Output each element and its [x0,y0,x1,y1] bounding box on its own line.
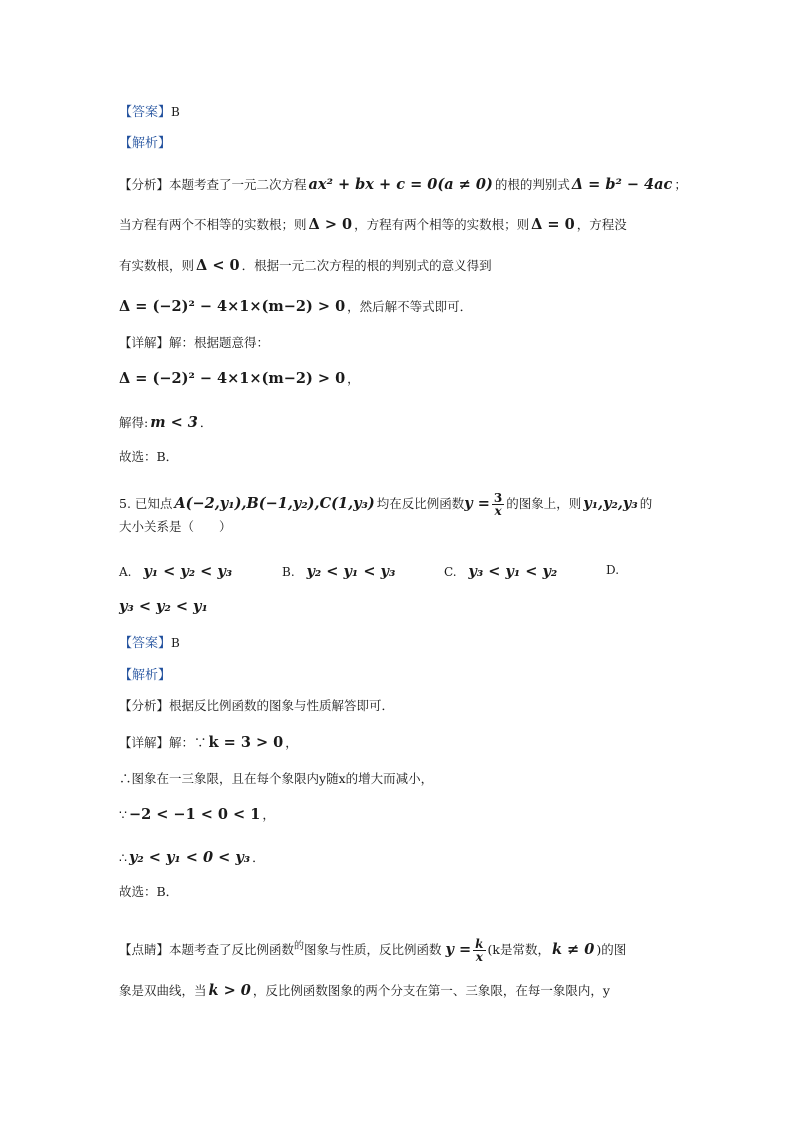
q4-line3 [119,257,492,275]
dianjing-text1: 本题考查了反比例函数 [169,942,295,958]
q5-stem-end: 的 [639,496,653,511]
q5-step4 [119,849,265,867]
q5-guxuan-text: 故选：B． [119,884,179,899]
q5-fenxi-label: 【分析】 [119,698,170,713]
last-text1: 象是双曲线，当 [119,983,207,998]
analysis-heading: 【解析】 [119,136,172,151]
q5-analysis-label: 【解析】 [119,668,172,683]
jiede-text: 解得: [119,415,149,430]
dj-func-denominator: x [475,950,483,965]
delta-gt-zero: Δ > 0 [308,216,353,233]
q5-analysis-heading [119,666,171,685]
fenxi-text2: 的根的判别式 [494,177,570,192]
option-b-letter: B. [282,565,295,579]
last-text2: ，反比例函数图象的两个分支在第一、三象限，在每一象限内，y [252,983,610,998]
dianjing-label: 【点睛】 [119,942,170,958]
delta-eq-zero: Δ = 0 [531,216,575,233]
delta-lt-zero: Δ < 0 [196,257,240,274]
q5-step2-text: ∴图象在一三象限，且在每个象限内y随x的增大而减小， [119,771,434,786]
dianjing-de: 的 [294,941,305,952]
fenxi-text1: 本题考查了一元二次方程 [169,177,307,192]
q5-stem-line2 [119,518,232,536]
y-ordering: y₂ < y₁ < 0 < y₃ [128,849,251,866]
q5-xiangjie-end: ， [285,735,298,750]
fenxi-text3: ； [674,177,687,192]
discriminant-inequality: Δ = (−2)² − 4×1×(m−2) > 0 [119,298,346,315]
q5-dianjing-line [119,938,626,963]
q5-fenxi-line [119,697,394,715]
q4-line4 [119,298,472,316]
line3-text2: ．根据一元二次方程的根的判别式的意义得到 [241,258,492,273]
line4-text: ，然后解不等式即可． [347,299,473,314]
ordering-inequality: −2 < −1 < 0 < 1 [128,806,261,823]
q4-line6 [119,370,360,388]
line2-text3: ，方程没 [576,217,627,232]
q5-xiangjie-line [119,734,298,752]
option-d-expr: y₃ < y₂ < y₁ [119,598,208,615]
q5-stem-mid: 均在反比例函数 [376,496,465,511]
option-c-expr: y₃ < y₁ < y₂ [468,563,558,580]
discriminant-formula: Δ = b² − 4ac [571,176,673,193]
func-fraction [492,492,504,517]
q5-xiangjie-text: 解：∵ [169,735,207,750]
m-lt-3: m < 3 [150,414,198,431]
func-lhs: y = [464,495,490,512]
option-d [606,563,619,577]
jiede-end: ． [199,415,213,430]
option-d-letter: D. [606,563,620,577]
q5-xiangjie-label: 【详解】 [119,735,170,750]
q4-fenxi-line [119,176,687,194]
line6-text: ， [347,371,360,386]
q5-stem-prefix: 5. 已知点 [119,496,173,511]
xiangjie-text: 解：根据题意得： [169,335,270,350]
q5-step2 [119,770,433,788]
q5-stem-line2-text: 大小关系是（ ） [119,519,232,534]
option-a [119,563,234,580]
q5-fenxi-text: 根据反比例函数的图象与性质解答即可． [169,698,395,713]
quadratic-equation: ax² + bx + c = 0(a ≠ 0) [308,176,493,193]
line2-text2: ，方程有两个相等的实数根；则 [354,217,530,232]
q5-step4-end: ． [252,850,265,865]
ys-expression: y₁,y₂,y₃ [583,495,638,512]
q5-stem [119,492,652,517]
option-b-expr: y₂ < y₁ < y₃ [306,563,396,580]
q4-answer-line [119,103,180,122]
q5-stem-mid2: 的图象上，则 [506,496,582,511]
q5-answer-line [119,634,180,653]
dj-func-numerator: k [475,937,484,952]
dianjing-text3: (k是常数， [487,942,550,958]
answer-value: B [171,105,180,119]
func-numerator: 3 [493,491,503,505]
option-b [282,563,397,580]
option-c [444,563,559,580]
points-expression: A(−2,y₁),B(−1,y₂),C(1,y₃) [174,495,375,512]
option-d-expr-line [117,598,210,615]
dj-func-lhs: y = [445,941,472,959]
guxuan-text: 故选：B． [119,449,179,464]
xiangjie-label: 【详解】 [119,335,170,350]
option-a-letter: A. [119,565,132,579]
q4-line2 [119,216,627,234]
dianjing-text2: 图象与性质，反比例函数 [304,942,442,958]
q5-last-line [119,982,610,1000]
q4-analysis-heading [119,134,171,153]
option-c-letter: C. [444,565,457,579]
k-gt-zero: k = 3 > 0 [208,734,284,751]
q4-xiangjie-line [119,334,269,352]
q4-guxuan [119,448,178,466]
fenxi-label: 【分析】 [119,177,170,192]
discriminant-inequality-2: Δ = (−2)² − 4×1×(m−2) > 0 [119,370,346,387]
q5-step3-end: ， [262,807,275,822]
line3-text1: 有实数根，则 [119,258,195,273]
func-denominator: x [494,504,502,518]
q5-answer-label: 【答案】 [119,636,172,651]
line2-text1: 当方程有两个不相等的实数根；则 [119,217,307,232]
dianjing-text4: )的图 [596,942,627,958]
therefore-symbol: ∴ [119,850,127,865]
because-symbol: ∵ [119,807,127,822]
option-a-expr: y₁ < y₂ < y₃ [143,563,233,580]
answer-label: 【答案】 [119,105,172,120]
q5-guxuan [119,883,178,901]
q5-step3 [119,806,275,824]
k-neq-zero: k ≠ 0 [551,941,595,959]
q4-jiede-line [119,414,212,432]
q5-answer-value: B [171,636,180,650]
dj-func-fraction [473,938,485,963]
k-gt-zero-2: k > 0 [208,982,251,999]
